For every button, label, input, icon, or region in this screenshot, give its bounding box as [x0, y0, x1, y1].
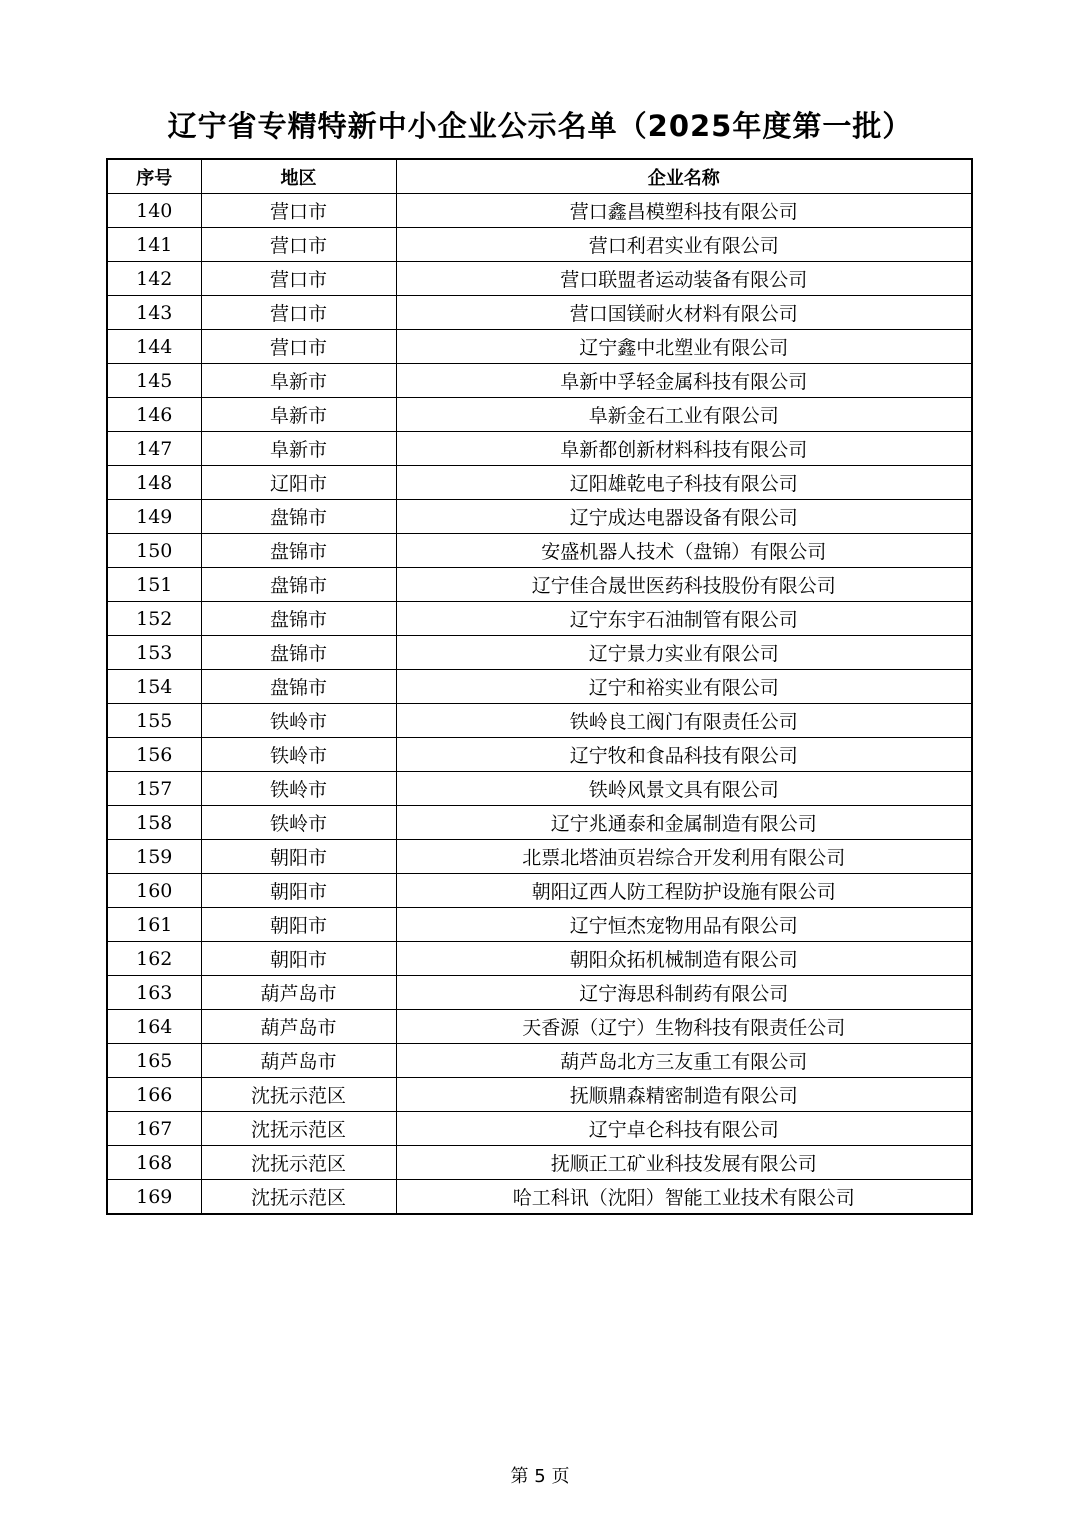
cell-region: 铁岭市 [201, 772, 396, 806]
cell-region: 铁岭市 [201, 738, 396, 772]
cell-region: 铁岭市 [201, 704, 396, 738]
cell-company-name: 哈工科讯（沈阳）智能工业技术有限公司 [396, 1180, 972, 1215]
table-row [107, 500, 972, 534]
table-row [107, 568, 972, 602]
cell-company-name: 辽阳雄乾电子科技有限公司 [396, 466, 972, 500]
cell-region: 营口市 [201, 296, 396, 330]
cell-index: 151 [107, 568, 201, 602]
table-row [107, 738, 972, 772]
cell-region: 盘锦市 [201, 636, 396, 670]
cell-region: 沈抚示范区 [201, 1112, 396, 1146]
cell-region: 朝阳市 [201, 908, 396, 942]
cell-index: 152 [107, 602, 201, 636]
cell-index: 142 [107, 262, 201, 296]
cell-index: 153 [107, 636, 201, 670]
cell-region: 阜新市 [201, 398, 396, 432]
table-header-row [107, 159, 972, 194]
cell-region: 沈抚示范区 [201, 1180, 396, 1215]
cell-company-name: 辽宁东宇石油制管有限公司 [396, 602, 972, 636]
cell-company-name: 辽宁卓仑科技有限公司 [396, 1112, 972, 1146]
header-region: 地区 [201, 159, 396, 194]
table-row [107, 1078, 972, 1112]
cell-company-name: 营口鑫昌模塑科技有限公司 [396, 194, 972, 228]
cell-index: 150 [107, 534, 201, 568]
cell-company-name: 安盛机器人技术（盘锦）有限公司 [396, 534, 972, 568]
cell-company-name: 阜新金石工业有限公司 [396, 398, 972, 432]
cell-company-name: 营口国镁耐火材料有限公司 [396, 296, 972, 330]
cell-region: 阜新市 [201, 364, 396, 398]
cell-index: 160 [107, 874, 201, 908]
table-body [107, 194, 972, 1215]
cell-index: 159 [107, 840, 201, 874]
table-row [107, 296, 972, 330]
cell-company-name: 葫芦岛北方三友重工有限公司 [396, 1044, 972, 1078]
cell-index: 167 [107, 1112, 201, 1146]
cell-region: 营口市 [201, 194, 396, 228]
header-index: 序号 [107, 159, 201, 194]
cell-company-name: 辽宁兆通泰和金属制造有限公司 [396, 806, 972, 840]
cell-index: 145 [107, 364, 201, 398]
cell-company-name: 辽宁恒杰宠物用品有限公司 [396, 908, 972, 942]
cell-region: 沈抚示范区 [201, 1146, 396, 1180]
cell-company-name: 阜新中孚轻金属科技有限公司 [396, 364, 972, 398]
cell-region: 营口市 [201, 262, 396, 296]
table-row [107, 602, 972, 636]
cell-region: 葫芦岛市 [201, 976, 396, 1010]
cell-index: 155 [107, 704, 201, 738]
cell-region: 盘锦市 [201, 500, 396, 534]
cell-region: 葫芦岛市 [201, 1010, 396, 1044]
cell-region: 辽阳市 [201, 466, 396, 500]
table-row [107, 874, 972, 908]
cell-company-name: 辽宁景力实业有限公司 [396, 636, 972, 670]
table-row [107, 228, 972, 262]
cell-index: 146 [107, 398, 201, 432]
table-row [107, 1044, 972, 1078]
table-row [107, 704, 972, 738]
cell-index: 149 [107, 500, 201, 534]
cell-company-name: 朝阳辽西人防工程防护设施有限公司 [396, 874, 972, 908]
cell-index: 144 [107, 330, 201, 364]
cell-region: 营口市 [201, 228, 396, 262]
table-row [107, 432, 972, 466]
table-row [107, 772, 972, 806]
cell-company-name: 辽宁海思科制药有限公司 [396, 976, 972, 1010]
cell-region: 葫芦岛市 [201, 1044, 396, 1078]
table-row [107, 262, 972, 296]
page-number: 第 5 页 [510, 1466, 570, 1487]
cell-company-name: 营口联盟者运动装备有限公司 [396, 262, 972, 296]
cell-region: 盘锦市 [201, 534, 396, 568]
cell-index: 166 [107, 1078, 201, 1112]
table-row [107, 1010, 972, 1044]
table-row [107, 840, 972, 874]
cell-index: 165 [107, 1044, 201, 1078]
cell-company-name: 营口利君实业有限公司 [396, 228, 972, 262]
cell-company-name: 朝阳众拓机械制造有限公司 [396, 942, 972, 976]
cell-index: 148 [107, 466, 201, 500]
cell-company-name: 抚顺正工矿业科技发展有限公司 [396, 1146, 972, 1180]
cell-index: 168 [107, 1146, 201, 1180]
table-row [107, 670, 972, 704]
table-row [107, 534, 972, 568]
cell-index: 156 [107, 738, 201, 772]
table-row [107, 466, 972, 500]
table-row [107, 806, 972, 840]
cell-company-name: 辽宁鑫中北塑业有限公司 [396, 330, 972, 364]
page-title: 辽宁省专精特新中小企业公示名单（2025年度第一批） [167, 109, 913, 143]
table-row [107, 636, 972, 670]
cell-index: 157 [107, 772, 201, 806]
cell-company-name: 阜新都创新材料科技有限公司 [396, 432, 972, 466]
cell-region: 沈抚示范区 [201, 1078, 396, 1112]
cell-company-name: 抚顺鼎森精密制造有限公司 [396, 1078, 972, 1112]
cell-company-name: 天香源（辽宁）生物科技有限责任公司 [396, 1010, 972, 1044]
cell-index: 158 [107, 806, 201, 840]
cell-index: 163 [107, 976, 201, 1010]
table-row [107, 908, 972, 942]
cell-region: 阜新市 [201, 432, 396, 466]
cell-region: 盘锦市 [201, 602, 396, 636]
enterprise-list-table [106, 158, 973, 1215]
table-row [107, 330, 972, 364]
table-row [107, 1180, 972, 1215]
cell-index: 162 [107, 942, 201, 976]
cell-index: 164 [107, 1010, 201, 1044]
cell-region: 盘锦市 [201, 568, 396, 602]
cell-index: 141 [107, 228, 201, 262]
cell-company-name: 北票北塔油页岩综合开发利用有限公司 [396, 840, 972, 874]
table-row [107, 1112, 972, 1146]
cell-company-name: 辽宁佳合晟世医药科技股份有限公司 [396, 568, 972, 602]
cell-company-name: 辽宁和裕实业有限公司 [396, 670, 972, 704]
cell-company-name: 铁岭风景文具有限公司 [396, 772, 972, 806]
cell-region: 盘锦市 [201, 670, 396, 704]
cell-index: 161 [107, 908, 201, 942]
table-row [107, 1146, 972, 1180]
table-row [107, 942, 972, 976]
cell-company-name: 铁岭良工阀门有限责任公司 [396, 704, 972, 738]
cell-region: 铁岭市 [201, 806, 396, 840]
cell-region: 朝阳市 [201, 840, 396, 874]
cell-index: 154 [107, 670, 201, 704]
cell-index: 169 [107, 1180, 201, 1215]
cell-index: 147 [107, 432, 201, 466]
cell-index: 143 [107, 296, 201, 330]
table-row [107, 398, 972, 432]
cell-company-name: 辽宁牧和食品科技有限公司 [396, 738, 972, 772]
header-company-name: 企业名称 [396, 159, 972, 194]
table-row [107, 194, 972, 228]
cell-region: 朝阳市 [201, 874, 396, 908]
cell-index: 140 [107, 194, 201, 228]
table-row [107, 364, 972, 398]
table-row [107, 976, 972, 1010]
cell-region: 营口市 [201, 330, 396, 364]
cell-region: 朝阳市 [201, 942, 396, 976]
cell-company-name: 辽宁成达电器设备有限公司 [396, 500, 972, 534]
